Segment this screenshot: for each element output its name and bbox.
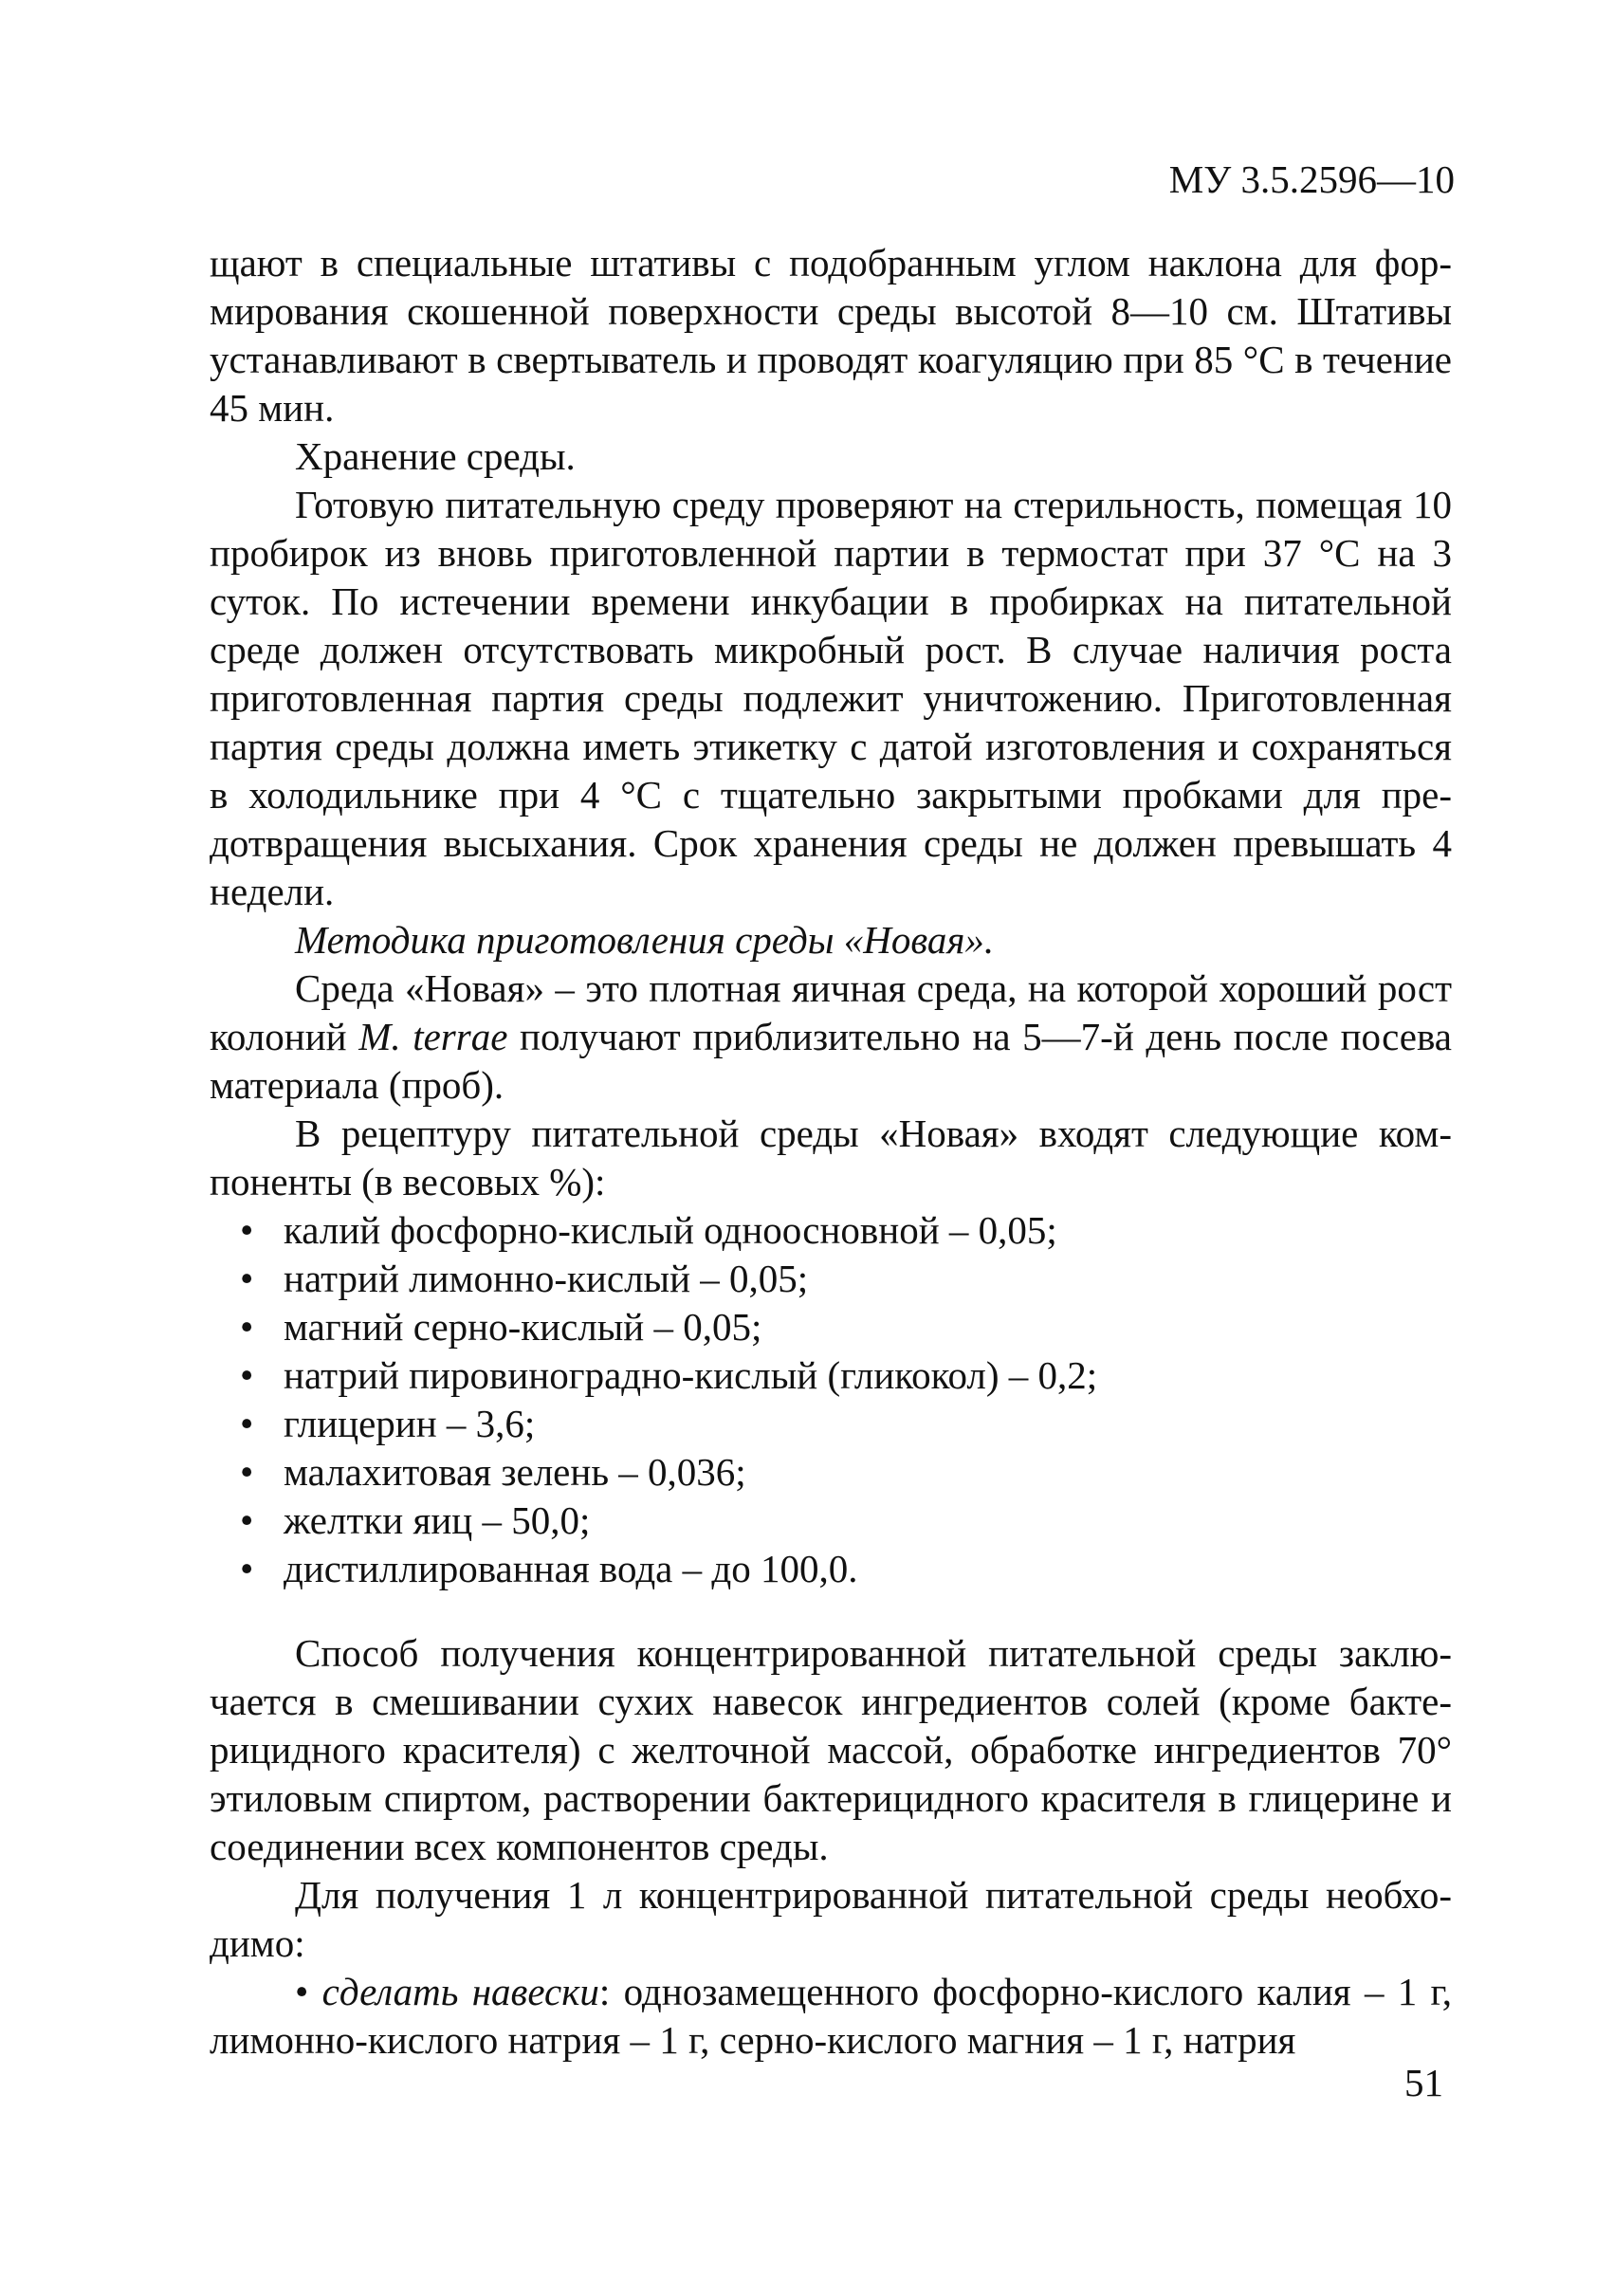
paragraph-recipe-intro: В рецептуру питательной среды «Новая» входят следующие компоненты (в весовых %): <box>210 1111 1452 1203</box>
ingredient-text: малахитовая зелень – 0,036; <box>284 1450 746 1494</box>
text-segment: : однозамещенного фосфорно-кислого калия – 1 г, лимонно-кислого натрия – 1 г, серно-кислого магния – 1 г, натрия <box>210 1970 1452 2062</box>
paragraph-coagulation: щают в специальные штативы с подобранным углом наклона для формирования скошенной поверхности среды высотой 8—10 см. Штативы устанавливают в свертыватель и проводят коагуляцию при 85 °С в течение 45 мин. <box>210 241 1452 430</box>
ingredient-text: желтки яиц – 50,0; <box>284 1498 591 1542</box>
list-item <box>240 1206 1452 1255</box>
section-heading-novaya-method: Методика приготовления среды «Новая». <box>295 918 995 962</box>
paragraph-sterility-check: Готовую питательную среду проверяют на стерильность, помещая 10 пробирок из вновь приготовленной партии в термостат при 37 °С на 3 суток. По истечении времени инкубации в пробирках на питательной среде должен отсутствовать микробный рост. В случае наличия роста приготовленная партия среды подлежит уничтожению. Приготовленная партия среды должна иметь этикетку с датой изготовления и сохраняться в холодильнике при 4 °С с тщательно закрытыми пробками для предотвращения высыхания. Срок хранения среды не должен превышать 4 недели. <box>210 483 1452 913</box>
body-text <box>210 239 1452 2065</box>
running-header: МУ 3.5.2596—10 <box>1168 157 1455 201</box>
list-item <box>240 1545 1452 1593</box>
bullet-icon: • <box>240 1450 254 1494</box>
text-segment: Среда «Новая» – это плотная яичная среда, на которой хороший рост колоний <box>210 966 1452 1058</box>
ingredient-text: глицерин – 3,6; <box>284 1402 536 1445</box>
text-segment: получают приблизительно на 5—7-й день после посева материала (проб). <box>210 1015 1452 1107</box>
ingredient-text: дистиллированная вода – до 100,0. <box>284 1547 858 1590</box>
species-name: M. terrae <box>358 1015 508 1058</box>
paragraph-weighing <box>210 1968 1452 2065</box>
italic-term: сделать навески <box>321 1970 599 2013</box>
page-number: 51 <box>1404 2061 1443 2104</box>
bullet-icon: • <box>240 1208 254 1252</box>
list-item <box>240 1497 1452 1545</box>
bullet-icon: • <box>240 1353 254 1397</box>
list-item <box>240 1303 1452 1351</box>
bullet-icon: • <box>295 1970 309 2013</box>
list-item <box>240 1400 1452 1448</box>
ingredient-text: магний серно-кислый – 0,05; <box>284 1305 762 1349</box>
paragraph-storage-heading: Хранение среды. <box>295 434 576 478</box>
paragraph-novaya-description <box>210 964 1452 1110</box>
bullet-icon: • <box>240 1547 254 1590</box>
list-item <box>240 1255 1452 1303</box>
bullet-icon: • <box>240 1498 254 1542</box>
bullet-icon: • <box>240 1305 254 1349</box>
ingredient-text: натрий лимонно-кислый – 0,05; <box>284 1257 809 1300</box>
list-item <box>240 1351 1452 1400</box>
ingredient-text: натрий пировиноградно-кислый (гликокол) – 0,2; <box>284 1353 1098 1397</box>
ingredient-text: калий фосфорно-кислый одноосновной – 0,05; <box>284 1208 1057 1252</box>
paragraph-preparation-method: Способ получения концентрированной питательной среды заключается в смешивании сухих навесок ингредиентов солей (кроме бактерицидного красителя) с желточной массой, обработке ингредиентов 70° этиловым спиртом, растворении бактерицидного красителя в глицерине и соединении всех компонентов среды. <box>210 1631 1452 1868</box>
bullet-icon: • <box>240 1402 254 1445</box>
vertical-spacer <box>210 1593 1452 1629</box>
ingredient-list <box>210 1206 1452 1593</box>
list-item <box>240 1448 1452 1497</box>
bullet-icon: • <box>240 1257 254 1300</box>
paragraph-requirements: Для получения 1 л концентрированной питательной среды необходимо: <box>210 1873 1452 1965</box>
